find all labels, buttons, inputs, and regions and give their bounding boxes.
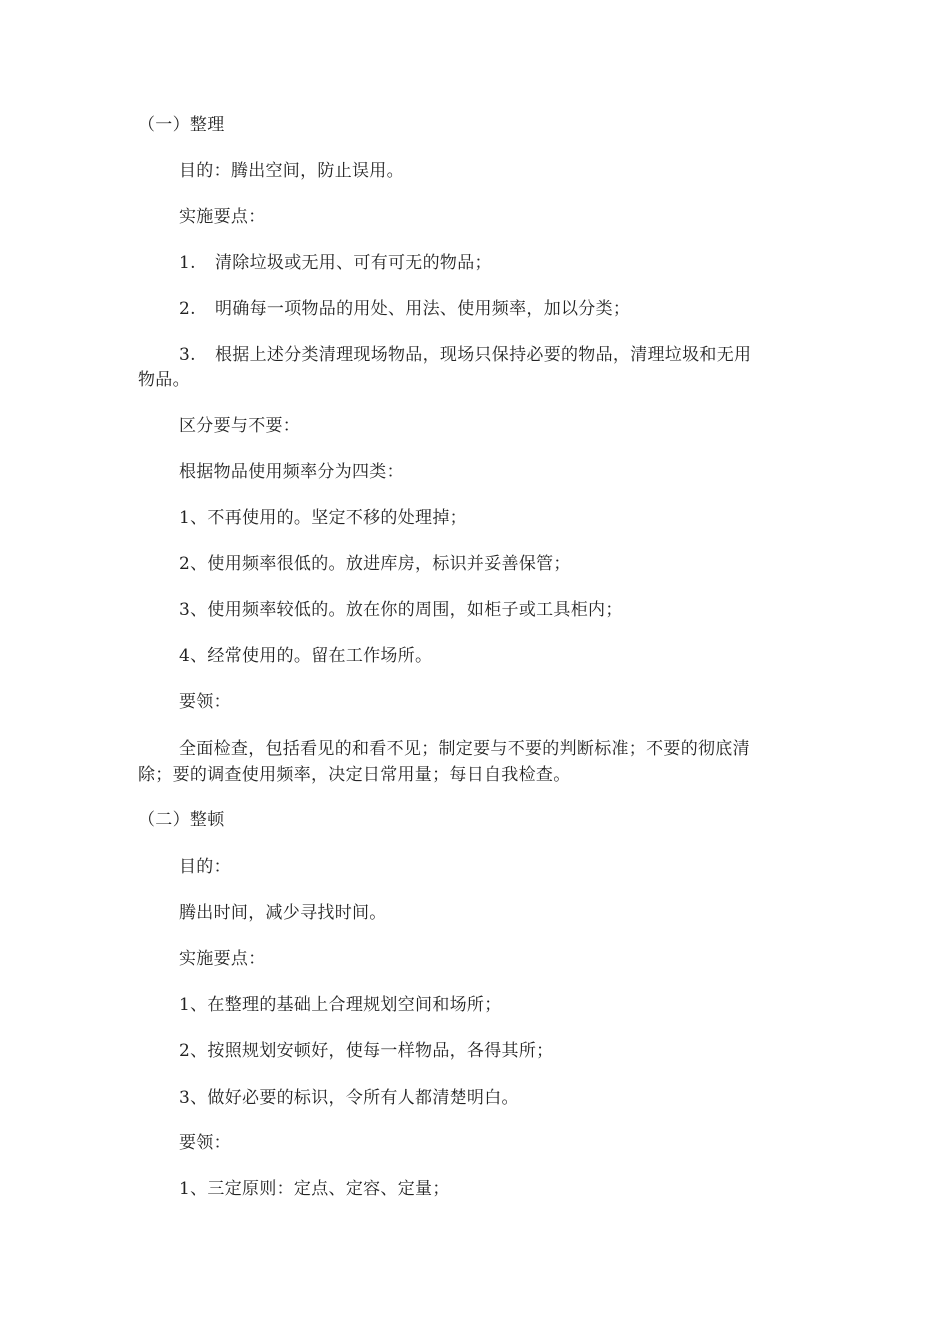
step-text: 清除垃圾或无用、可有可无的物品； (215, 253, 492, 273)
section-2-purpose: 腾出时间，减少寻找时间。 (179, 903, 387, 923)
section-1-category-4: 4、经常使用的。留在工作场所。 (179, 646, 433, 666)
section-1-category-2: 2、使用频率很低的。放进库房，标识并妥善保管； (179, 554, 571, 574)
step-text: 根据上述分类清理现场物品，现场只保持必要的物品，清理垃圾和无用 (215, 345, 752, 365)
section-2-essentials-label: 要领： (179, 1133, 231, 1153)
section-1-distinguish-label: 区分要与不要： (179, 416, 301, 436)
section-1-category-1: 1、不再使用的。坚定不移的处理掉； (179, 508, 467, 528)
section-1-classify-intro: 根据物品使用频率分为四类： (179, 462, 404, 482)
section-2-purpose-label: 目的： (179, 857, 231, 877)
section-1-key-points-label: 实施要点： (179, 207, 266, 227)
section-1-step-3 (179, 343, 751, 367)
section-1-essentials-line-1: 全面检查，包括看见的和看不见；制定要与不要的判断标准；不要的彻底清 (179, 739, 750, 759)
section-1-step-2 (179, 297, 630, 321)
step-number: 1. (179, 253, 196, 273)
section-1-category-3: 3、使用频率较低的。放在你的周围，如柜子或工具柜内； (179, 600, 623, 620)
section-2-step-3: 3、做好必要的标识，令所有人都清楚明白。 (179, 1088, 519, 1108)
section-2-key-points-label: 实施要点： (179, 949, 266, 969)
section-1-essentials-line-2: 除；要的调查使用频率，决定日常用量；每日自我检查。 (138, 765, 571, 785)
section-2-step-1: 1、在整理的基础上合理规划空间和场所； (179, 995, 502, 1015)
step-number: 3. (179, 345, 196, 365)
section-2-essential-1: 1、三定原则：定点、定容、定量； (179, 1179, 450, 1199)
section-1-essentials-label: 要领： (179, 692, 231, 712)
section-2-heading: （二）整顿 (138, 810, 225, 830)
section-1-step-1 (179, 251, 492, 275)
section-1-heading: （一）整理 (138, 115, 225, 135)
section-2-step-2: 2、按照规划安顿好，使每一样物品，各得其所； (179, 1041, 554, 1061)
step-number: 2. (179, 299, 196, 319)
section-1-step-3-continuation: 物品。 (138, 370, 190, 390)
section-1-purpose: 目的：腾出空间，防止误用。 (179, 161, 404, 181)
step-text: 明确每一项物品的用处、用法、使用频率，加以分类； (215, 299, 631, 319)
